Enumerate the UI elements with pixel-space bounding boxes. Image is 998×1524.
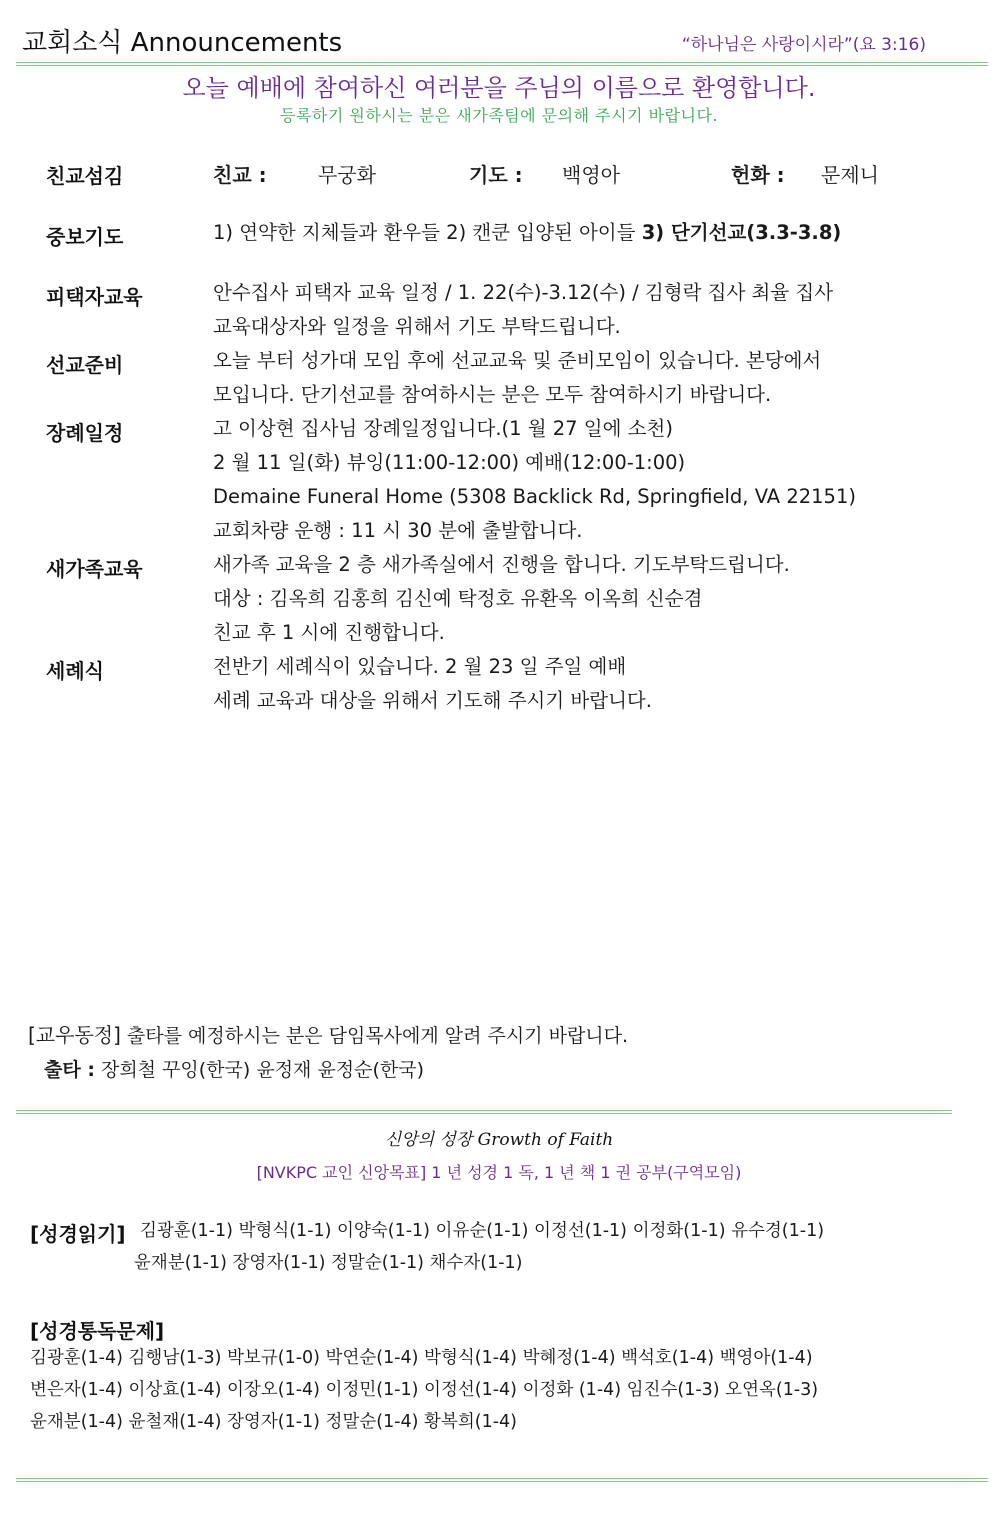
away-names: 장희철 꾸잉(한국) 윤정재 윤정순(한국): [94, 1059, 425, 1081]
mission-prep-text: [213, 344, 821, 412]
welcome-message: 오늘 예배에 참여하신 여러분을 주님의 이름으로 환영합니다.: [182, 74, 816, 102]
fellowship-name: 무궁화: [318, 163, 376, 187]
prayer-name: 백영아: [562, 163, 620, 187]
bible-reading-title: [성경읽기]: [30, 1222, 126, 1246]
intercession-text: [213, 216, 841, 250]
header-verse: “하나님은 사랑이시라”(요 3:16): [681, 35, 926, 55]
bible-reading-line: 김광훈(1-1) 박형식(1-1) 이양숙(1-1) 이유순(1-1) 이정선(1-1) 이정화(1-1) 유수경(1-1): [140, 1221, 825, 1241]
footer-divider: [16, 1478, 988, 1482]
funeral-line: Demaine Funeral Home (5308 Backlick Rd, Springfield, VA 22151): [213, 485, 856, 508]
member-news: [28, 1018, 628, 1087]
baptism-text: [213, 650, 652, 718]
ordination-label: 피택자교육: [46, 285, 143, 309]
intercession-label: 중보기도: [46, 225, 124, 249]
newcomer-line: 새가족 교육을 2 층 새가족실에서 진행을 합니다. 기도부탁드립니다.: [213, 553, 790, 576]
growth-divider: [16, 1110, 952, 1114]
funeral-line: 고 이상현 집사님 장례일정입니다.(1 월 27 일에 소천): [213, 417, 673, 440]
funeral-line: 2 월 11 일(화) 뷰잉(11:00-12:00) 예배(12:00-1:00): [213, 451, 686, 474]
mission-prep-line: 오늘 부터 성가대 모임 후에 선교교육 및 준비모임이 있습니다. 본당에서: [213, 349, 822, 372]
growth-title: 신앙의 성장 Growth of Faith: [384, 1130, 614, 1150]
newcomer-line: 친교 후 1 시에 진행합니다.: [213, 621, 445, 644]
fellowship-label: 친교 :: [213, 163, 267, 187]
member-news-away: [28, 1053, 628, 1087]
intercession-text-bold: 3) 단기선교(3.3-3.8): [641, 221, 842, 244]
newcomer-label: 새가족교육: [46, 557, 143, 581]
baptism-line: 세례 교육과 대상을 위해서 기도해 주시기 바랍니다.: [213, 689, 652, 712]
intercession-text-normal: 1) 연약한 지체들과 환우들 2) 캔쿤 입양된 아이들: [213, 221, 642, 244]
ordination-line: 교육대상자와 일정을 위해서 기도 부탁드립니다.: [213, 315, 621, 338]
bible-quiz-line: 윤재분(1-4) 윤철재(1-4) 장영자(1-1) 정말순(1-4) 황복희(1-4): [30, 1412, 518, 1432]
offering-label: 헌화 :: [731, 163, 785, 187]
offering-name: 문제니: [821, 163, 879, 187]
servers-label: 친교섬김: [46, 164, 124, 188]
mission-prep-line: 모입니다. 단기선교를 참여하시는 분은 모두 참여하시기 바랍니다.: [213, 383, 772, 406]
member-news-notice-text: 출타를 예정하시는 분은 담임목사에게 알려 주시기 바랍니다.: [120, 1025, 629, 1047]
page-header: [22, 22, 982, 56]
baptism-line: 전반기 세례식이 있습니다. 2 월 23 일 주일 예배: [213, 655, 627, 678]
bible-quiz-names: [30, 1342, 818, 1438]
bible-reading-line: 윤재분(1-1) 장영자(1-1) 정말순(1-1) 채수자(1-1): [134, 1253, 523, 1273]
member-news-tag: [교우동정]: [28, 1023, 121, 1047]
welcome-subtext: 등록하기 원하시는 분은 새가족팀에 문의해 주시기 바랍니다.: [279, 106, 718, 125]
newcomer-line: 대상 : 김옥희 김홍희 김신예 탁정호 유환옥 이옥희 신순겸: [213, 587, 703, 610]
bible-quiz-line: 김광훈(1-4) 김행남(1-3) 박보규(1-0) 박연순(1-4) 박형식(1-4) 박혜정(1-4) 백석호(1-4) 백영아(1-4): [30, 1348, 813, 1368]
member-news-notice: [28, 1018, 628, 1053]
away-label: 출타 :: [44, 1059, 95, 1081]
growth-goal: [NVKPC 교인 신앙목표] 1 년 성경 1 독, 1 년 책 1 권 공부(구역모임): [256, 1163, 742, 1182]
funeral-text: [213, 412, 856, 548]
page-title: 교회소식 Announcements: [22, 28, 343, 58]
funeral-line: 교회차량 운행 : 11 시 30 분에 출발합니다.: [213, 519, 583, 542]
funeral-label: 장례일정: [46, 421, 124, 445]
newcomer-text: [213, 548, 790, 650]
bible-quiz-line: 변은자(1-4) 이상효(1-4) 이장오(1-4) 이정민(1-1) 이정선(1-4) 이정화 (1-4) 임진수(1-3) 오연옥(1-3): [30, 1380, 819, 1400]
header-divider: [16, 62, 988, 66]
prayer-label: 기도 :: [469, 163, 523, 187]
mission-prep-label: 선교준비: [46, 353, 124, 377]
baptism-label: 세례식: [46, 659, 104, 683]
ordination-text: [213, 276, 833, 344]
ordination-line: 안수집사 피택자 교육 일정 / 1. 22(수)-3.12(수) / 김형락 집사 최율 집사: [213, 281, 834, 304]
bible-quiz-title: [성경통독문제]: [30, 1319, 165, 1343]
